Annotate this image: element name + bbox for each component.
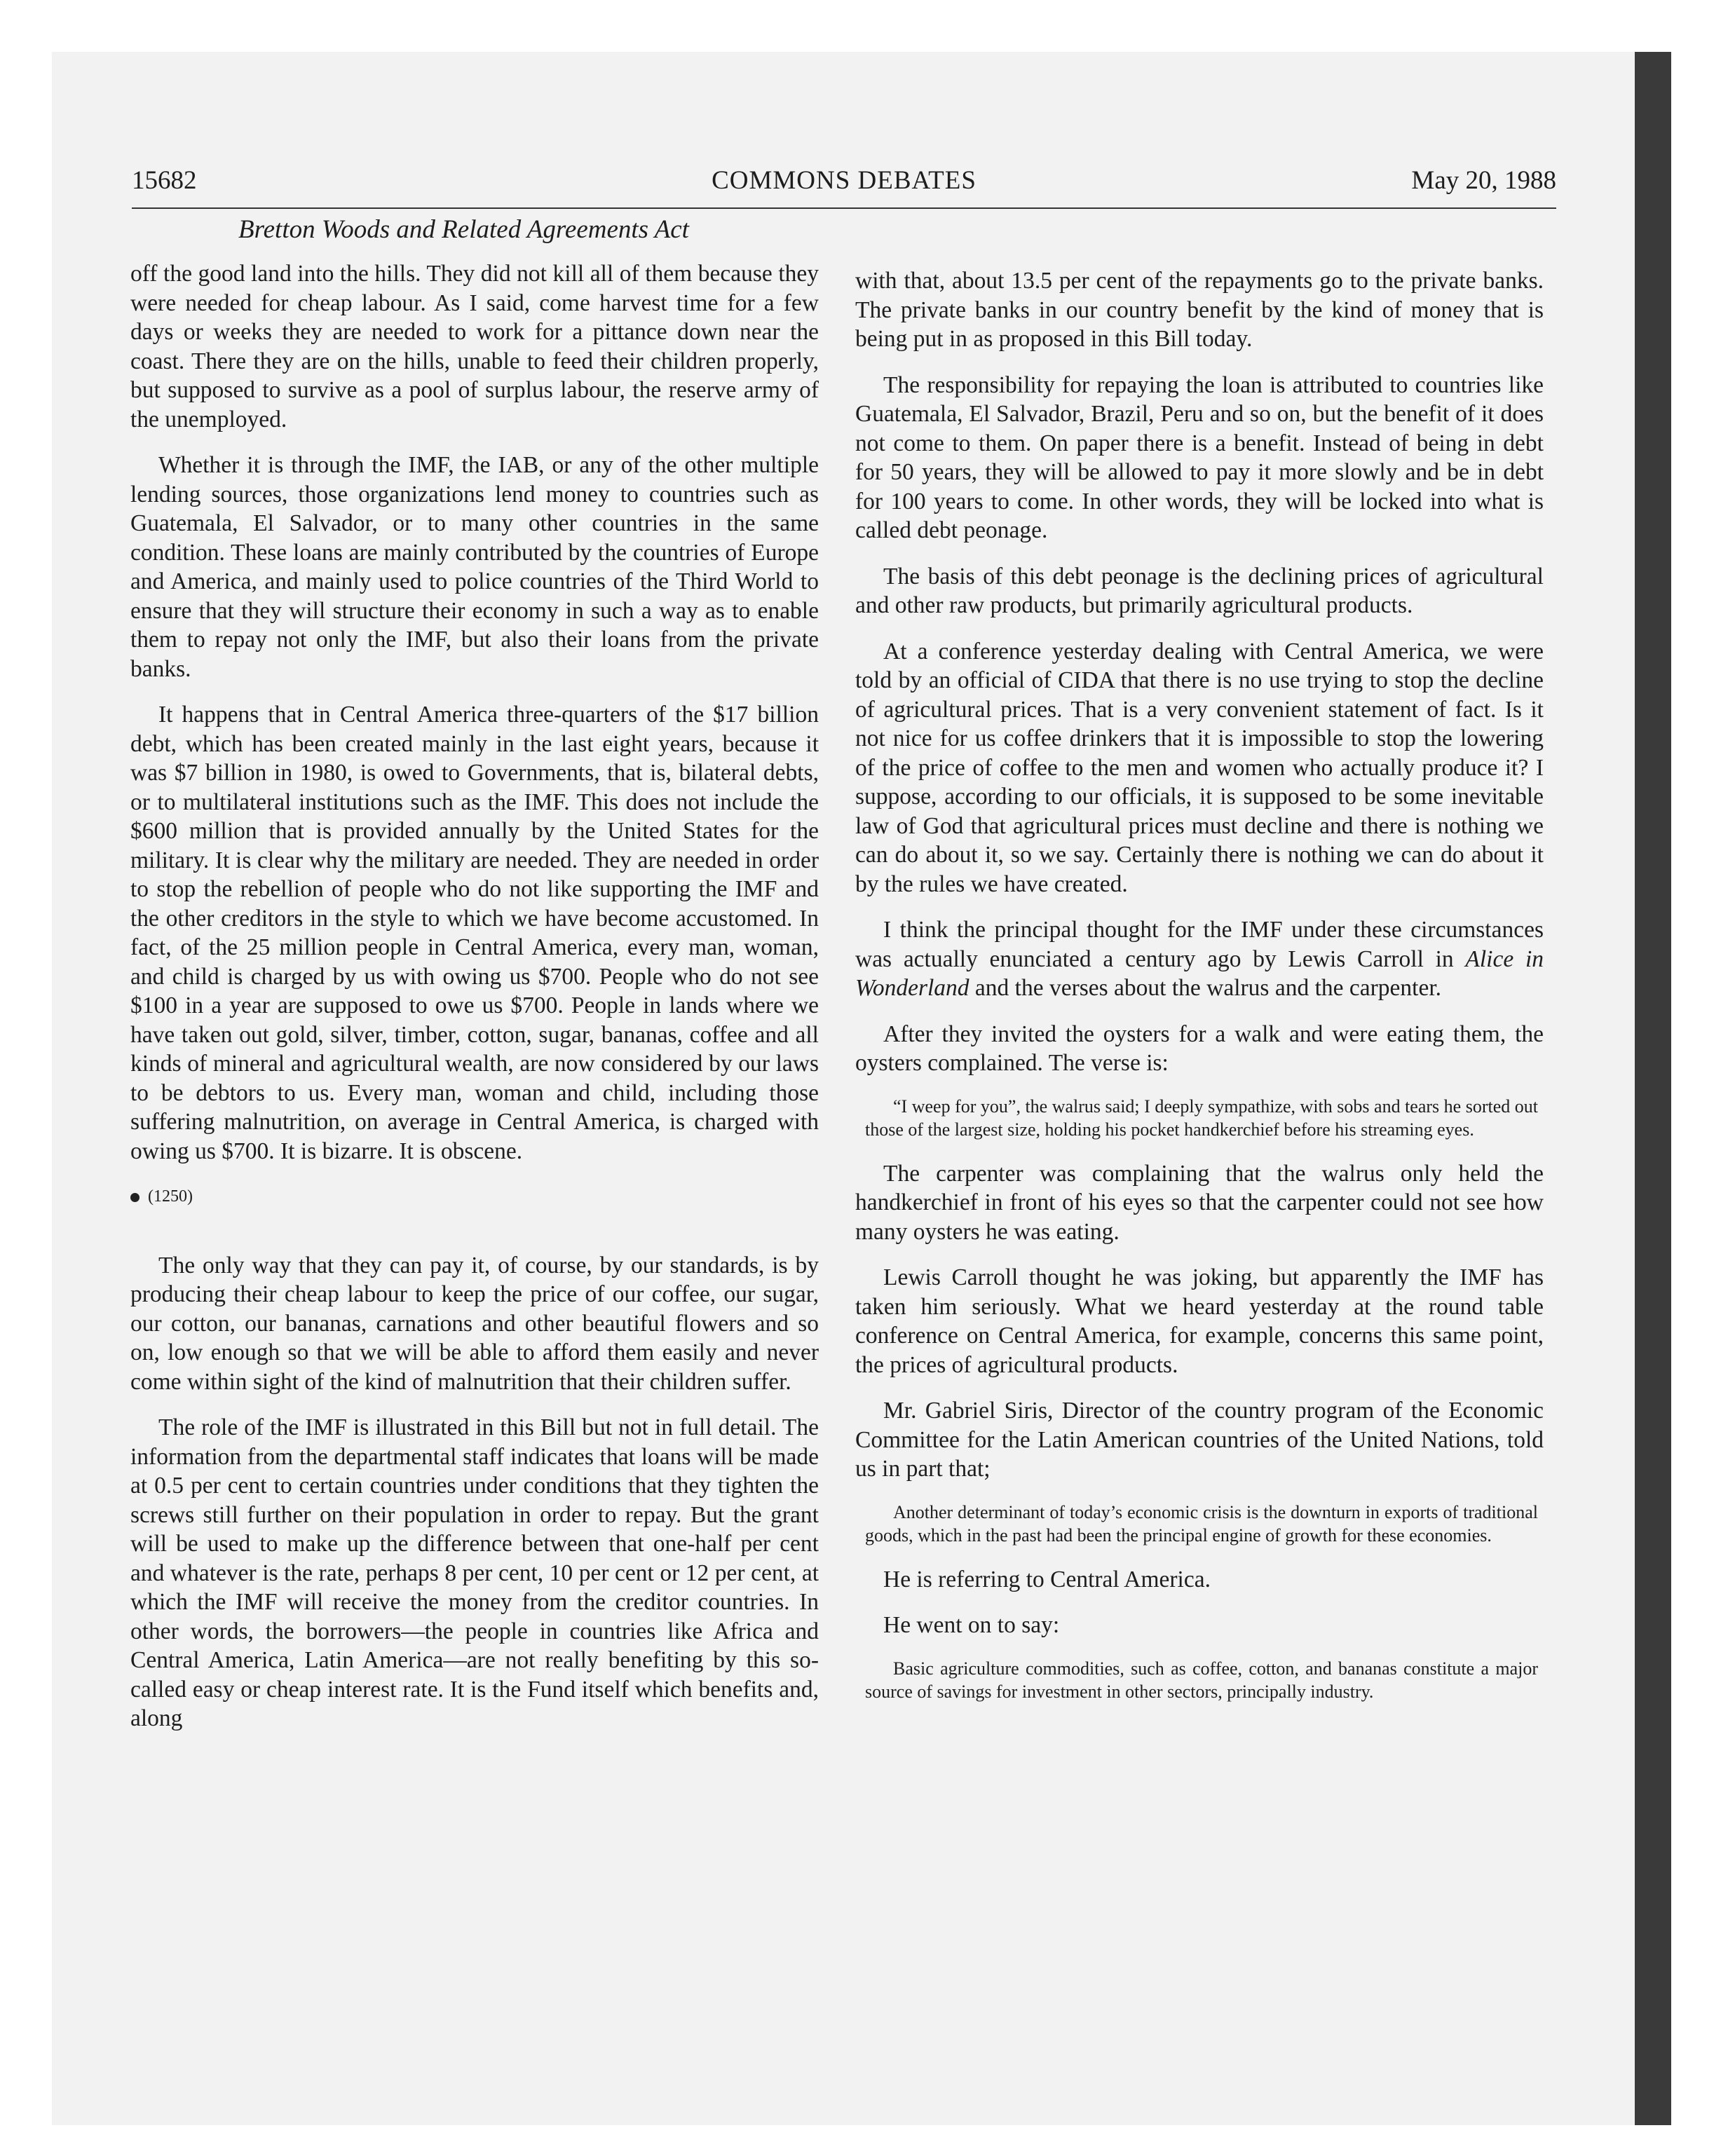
publication-date: May 20, 1988	[1411, 166, 1556, 195]
block-quote: Basic agriculture commodities, such as coffee, cotton, and bananas constitute a major source of savings for investment in other sectors, principally industry.	[865, 1658, 1538, 1702]
paragraph: Mr. Gabriel Siris, Director of the country program of the Economic Committee for the Latin American countries of the United Nations, told us in part that;	[855, 1398, 1544, 1482]
paragraph: At a conference yesterday dealing with Central America, we were told by an official of CIDA that there is no use trying to stop the decline of agricultural prices. That is a very convenient statement of fact. Is it not nice for us coffee drinkers that it is impossible to stop the lowering of the price of coffee to the men and women who actually produce it? I suppose, according to our officials, it is supposed to be some inevitable law of God that agricultural prices must decline and there is nothing we can do about it, so we say. Certainly there is nothing we can do about it by the rules we have created.	[855, 638, 1544, 897]
paragraph: The basis of this debt peonage is the declining prices of agricultural and other raw products, but primarily agricultural products.	[855, 563, 1544, 618]
right-column	[855, 266, 1544, 1721]
paragraph: The carpenter was complaining that the walrus only held the handkerchief in front of his eyes so that the carpenter could not see how many oysters he was eating.	[855, 1160, 1544, 1245]
paragraph: off the good land into the hills. They did not kill all of them because they were needed for cheap labour. As I said, come harvest time for a few days or weeks they are needed to work for a pittance down near the coast. There they are on the hills, unable to feed their children properly, but supposed to survive as a pool of surplus labour, the reserve army of the unemployed.	[130, 261, 819, 432]
paragraph: The responsibility for repaying the loan is attributed to countries like Guatemala, El Salvador, Brazil, Peru and so on, but the benefit of it does not come to them. On paper there is a benefit. Instead of being in debt for 50 years, they will be allowed to pay it more slowly and be in debt for 100 years to come. In other words, they will be locked into what is called debt peonage.	[855, 371, 1544, 543]
running-title: Bretton Woods and Related Agreements Act	[238, 215, 689, 244]
paragraph: Whether it is through the IMF, the IAB, or any of the other multiple lending sources, those organizations lend money to countries such as Guatemala, El Salvador, or to many other countries in the same condition. These loans are mainly contributed by the countries of Europe and America, and mainly used to police countries of the Third World to ensure that they will structure their economy in such a way as to enable them to repay not only the IMF, but also their loans from the private banks.	[130, 452, 819, 682]
time-marker	[130, 1182, 819, 1212]
left-column	[130, 259, 819, 1750]
block-quote: Another determinant of today’s economic crisis is the downturn in exports of traditional goods, which in the past had been the principal engine of growth for these economies.	[865, 1501, 1538, 1546]
paragraph-text: I think the principal thought for the IMF under these circumstances was actually enunciated a century ago by Lewis Carroll in	[855, 917, 1544, 972]
book-title: Alice in Wonderland	[855, 946, 1544, 1001]
publication-title: COMMONS DEBATES	[712, 166, 977, 195]
page-number: 15682	[132, 166, 197, 195]
paragraph: He went on to say:	[883, 1612, 1060, 1638]
paragraph: The role of the IMF is illustrated in this Bill but not in full detail. The information from the departmental staff indicates that loans will be made at 0.5 per cent to certain countries under conditions that they tighten the screws still further on their population in order to repay. But the grant will be used to make up the difference between that one-half per cent and whatever is the rate, perhaps 8 per cent, 10 per cent or 12 per cent, at which the IMF will receive the money from the creditor countries. In other words, the borrowers—the people in countries like Africa and Central America, Latin America—are not really benefiting by this so-called easy or cheap interest rate. It is the Fund itself which benefits and, along	[130, 1414, 819, 1731]
time-marker-label: (1250)	[148, 1187, 193, 1206]
page-header	[132, 163, 1556, 209]
paragraph: He is referring to Central America.	[883, 1566, 1211, 1592]
paragraph: with that, about 13.5 per cent of the repayments go to the private banks. The private banks in our country benefit by the kind of money that is being put in as proposed in this Bill today.	[855, 268, 1544, 352]
block-quote: “I weep for you”, the walrus said; I deeply sympathize, with sobs and tears he sorted out those of the largest size, holding his pocket handkerchief before his streaming eyes.	[865, 1096, 1538, 1140]
scan-edge-shadow	[1635, 52, 1671, 2125]
paragraph: After they invited the oysters for a walk and were eating them, the oysters complained. The verse is:	[855, 1021, 1544, 1076]
paragraph: It happens that in Central America three-quarters of the $17 billion debt, which has been created mainly in the last eight years, because it was $7 billion in 1980, is owed to Governments, that is, bilateral debts, or to multilateral institutions such as the IMF. This does not include the $600 million that is provided annually by the United States for the military. It is clear why the military are needed. They are needed in order to stop the rebellion of people who do not like supporting the IMF and the other creditors in the style to which we have become accustomed. In fact, of the 25 million people in Central America, every man, woman, and child is charged by us with owing us $700. People who do not see $100 in a year are supposed to owe us $700. People in lands where we have taken out gold, silver, timber, cotton, sugar, bananas, coffee and all kinds of mineral and agricultural wealth, are now considered by our laws to be debtors to us. Every man, woman and child, including those suffering malnutrition, on average in Central America, is charged with owing us $700. It is bizarre. It is obscene.	[130, 702, 819, 1164]
paragraph: Lewis Carroll thought he was joking, but apparently the IMF has taken him seriously. What we heard yesterday at the round table conference on Central America, for example, concerns this same point, the prices of agricultural products.	[855, 1264, 1544, 1378]
bullet-icon	[130, 1193, 140, 1202]
paragraph: The only way that they can pay it, of course, by our standards, is by producing their cheap labour to keep the price of our coffee, our sugar, our cotton, our bananas, carnations and other beautiful flowers and so on, low enough so that we will be able to afford them easily and never come within sight of the kind of malnutrition that their children suffer.	[130, 1252, 819, 1395]
paragraph-text: and the verses about the walrus and the carpenter.	[969, 975, 1442, 1001]
paragraph	[855, 915, 1544, 1003]
